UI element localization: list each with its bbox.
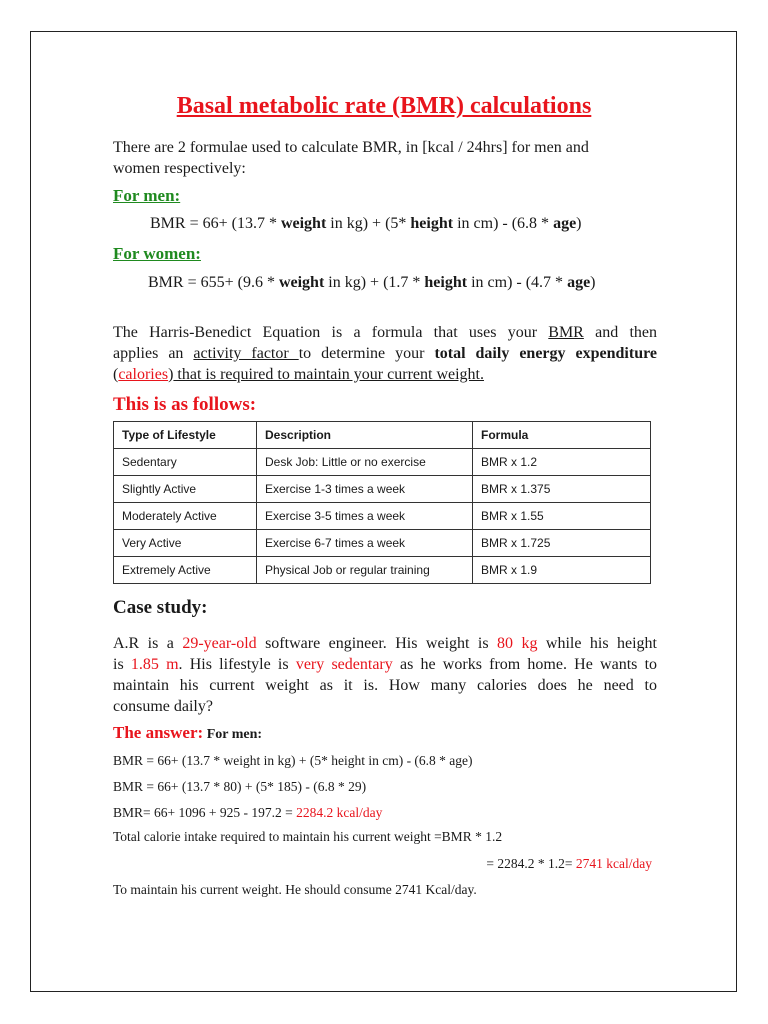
calc-line-5	[486, 856, 652, 872]
men-age-term: age	[553, 215, 577, 232]
text-run: (	[113, 366, 119, 383]
text-run: is	[113, 656, 131, 673]
lifestyle-value: very sedentary	[295, 656, 393, 673]
men-formula	[150, 215, 582, 233]
women-height-term: height	[424, 274, 468, 291]
text-run: as he works from home. He wants to	[392, 656, 658, 673]
height-value: 1.85 m	[130, 656, 179, 673]
case-line-4: consume daily?	[113, 698, 213, 715]
answer-sub-label: For men:	[203, 727, 263, 742]
harris-line-3	[113, 364, 657, 385]
age-value: 29-year-old	[182, 635, 257, 652]
table-cell: Exercise 1-3 times a week	[257, 476, 473, 503]
answer-heading	[113, 723, 262, 743]
table-cell: BMR x 1.725	[473, 530, 651, 557]
case-line-2	[113, 654, 657, 675]
intro-paragraph	[113, 137, 657, 179]
men-heading: For men:	[113, 186, 181, 205]
case-study-heading: Case study:	[113, 597, 208, 618]
maintain-weight-text: that is required to maintain your current weight.	[173, 366, 484, 383]
harris-line-2	[113, 343, 657, 364]
table-cell: Extremely Active	[114, 557, 257, 584]
text-run: while his height	[537, 635, 658, 652]
text-run: software engineer. His weight is	[256, 635, 498, 652]
women-formula-part: BMR = 655+ (9.6 *	[148, 274, 279, 291]
text-run: . His lifestyle is	[178, 656, 296, 673]
men-formula-part: )	[576, 215, 582, 232]
text-run: and then	[583, 324, 657, 341]
table-cell: Very Active	[114, 530, 257, 557]
case-line-1	[113, 633, 657, 654]
text-run: applies an	[113, 345, 194, 362]
text-run: The Harris-Benedict Equation is a formula that uses your	[113, 324, 549, 341]
text-run: )	[168, 366, 174, 383]
women-age-term: age	[567, 274, 591, 291]
calc-line-1: BMR = 66+ (13.7 * weight in kg) + (5* height in cm) - (6.8 * age)	[113, 753, 473, 768]
women-weight-term: weight	[278, 274, 325, 291]
table-cell: BMR x 1.9	[473, 557, 651, 584]
table-cell: Moderately Active	[114, 503, 257, 530]
harris-benedict-paragraph	[113, 322, 657, 385]
text-run: BMR= 66+ 1096 + 925 - 197.2 =	[113, 805, 297, 820]
table-cell: Exercise 3-5 times a week	[257, 503, 473, 530]
calories-link-text: calories	[118, 366, 169, 383]
text-run: A.R is a	[113, 635, 183, 652]
intro-line-2: women respectively:	[113, 160, 246, 177]
column-header: Description	[257, 422, 473, 449]
women-heading: For women:	[113, 244, 201, 263]
men-formula-part: BMR = 66+ (13.7 *	[150, 215, 281, 232]
bmr-link-text: BMR	[548, 324, 584, 341]
conclusion-line: To maintain his current weight. He should consume 2741 Kcal/day.	[113, 882, 477, 897]
calc-line-3	[113, 805, 382, 821]
page-title: Basal metabolic rate (BMR) calculations	[176, 93, 592, 119]
table-row	[114, 557, 651, 584]
weight-value: 80 kg	[497, 635, 538, 652]
men-weight-term: weight	[280, 215, 327, 232]
table-cell: Exercise 6-7 times a week	[257, 530, 473, 557]
table-row	[114, 530, 651, 557]
tdee-result: 2741 kcal/day	[575, 856, 652, 871]
table-cell: BMR x 1.2	[473, 449, 651, 476]
case-line-3: maintain his current weight as it is. How many calories does he need to	[113, 677, 657, 694]
text-run: = 2284.2 * 1.2=	[486, 856, 576, 871]
table-cell: Physical Job or regular training	[257, 557, 473, 584]
follows-heading: This is as follows:	[113, 394, 257, 415]
table-cell: BMR x 1.375	[473, 476, 651, 503]
table-header-row	[114, 422, 651, 449]
calc-line-4: Total calorie intake required to maintain his current weight =BMR * 1.2	[113, 829, 503, 844]
men-formula-part: in kg) + (5*	[326, 215, 411, 232]
table-row	[114, 476, 651, 503]
women-formula-part: in cm) - (4.7 *	[467, 274, 568, 291]
intro-line-1: There are 2 formulae used to calculate BMR, in [kcal / 24hrs] for men and	[113, 139, 589, 156]
men-formula-part: in cm) - (6.8 *	[453, 215, 554, 232]
women-formula-part: in kg) + (1.7 *	[324, 274, 425, 291]
table-row	[114, 503, 651, 530]
table-cell: Desk Job: Little or no exercise	[257, 449, 473, 476]
case-study-paragraph	[113, 633, 657, 717]
lifestyle-table	[113, 421, 651, 584]
text-run: to determine your	[298, 345, 435, 362]
calc-line-2: BMR = 66+ (13.7 * 80) + (5* 185) - (6.8 * 29)	[113, 779, 367, 794]
column-header: Formula	[473, 422, 651, 449]
table-cell: Slightly Active	[114, 476, 257, 503]
tdee-text: total daily energy expenditure	[434, 345, 658, 362]
women-formula	[148, 274, 596, 292]
column-header: Type of Lifestyle	[114, 422, 257, 449]
men-height-term: height	[410, 215, 454, 232]
table-row	[114, 449, 651, 476]
activity-factor-text: activity factor	[193, 345, 299, 362]
table-cell: Sedentary	[114, 449, 257, 476]
table-cell: BMR x 1.55	[473, 503, 651, 530]
answer-label: The answer:	[113, 723, 204, 742]
bmr-result: 2284.2 kcal/day	[296, 805, 383, 820]
women-formula-part: )	[590, 274, 596, 291]
harris-line-1	[113, 322, 657, 343]
